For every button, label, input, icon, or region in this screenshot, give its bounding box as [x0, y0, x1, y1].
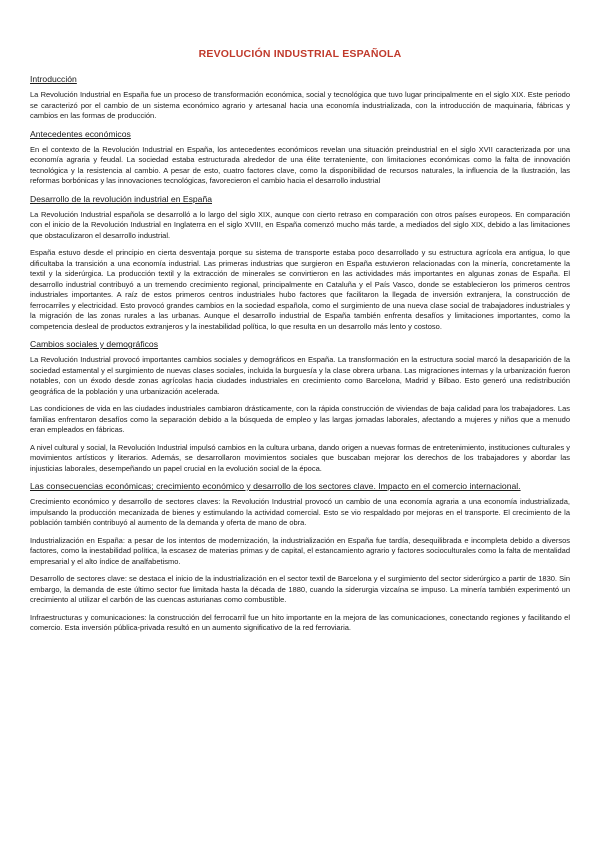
paragraph: Las condiciones de vida en las ciudades industriales cambiaron drásticamente, con la rápida construcción de viviendas de baja calidad para los trabajadores. Las familias enfrentaron desafíos como la separación debido a la búsqueda de empleo y las largas jornadas laborales, afectando a mujeres y niños que a menudo eran empleados en fábricas. [30, 404, 570, 434]
paragraph: Infraestructuras y comunicaciones: la construcción del ferrocarril fue un hito importante en la mejora de las comunicaciones, conectando regiones y facilitando el comercio. Esta inversión pública-privada resultó en un aumento significativo de la red ferroviaria. [30, 612, 570, 632]
section-consecuencias-economicas [30, 481, 570, 634]
section-heading: Introducción [30, 74, 77, 84]
section-heading: Antecedentes económicos [30, 128, 131, 139]
paragraph: Desarrollo de sectores clave: se destaca el inicio de la industrialización en el sector textil de Barcelona y el surgimiento del sector siderúrgico a partir de 1830. Sin embargo, la demanda de este último sector fue limitada hasta la década de 1880, cuando la siderurgia vizcaína se impuso. La minería también experimentó un crecimiento al utilizar el carbón de las cuencas asturianas como combustible. [30, 574, 570, 604]
paragraph: En el contexto de la Revolución Industrial en España, los antecedentes económicos revelan una situación preindustrial en el siglo XVII caracterizada por una economía agraria y feudal. La sociedad estaba estructurada alrededor de una élite terrateniente, con limitaciones económicas como la falta de innovación tecnológica y la resistencia al cambio. A pesar de esto, cuatro factores clave, como la disponibilidad de recursos naturales, la influencia de la Ilustración, las reformas borbónicas y las innovaciones tecnológicas, favorecieron el cambio hacia el desarrollo industrial [30, 144, 570, 185]
section-desarrollo [30, 194, 570, 333]
section-heading: Cambios sociales y demográficos [30, 339, 159, 349]
section-introduccion [30, 74, 570, 122]
paragraph: La Revolución Industrial española se desarrolló a lo largo del siglo XIX, aunque con cierto retraso en comparación con otros países europeos. En comparación con el inicio de la Revolución Industrial en Inglaterra en el siglo XVIII, en España comenzó mucho más tarde, a mediados del siglo XIX, debido a las limitaciones que obstaculizaron el desarrollo industrial. [30, 209, 570, 240]
paragraph: Industrialización en España: a pesar de los intentos de modernización, la industrialización en España fue tardía, desequilibrada e incompleta debido a diversos factores, como la inestabilidad política, la escasez de materias primas y de capital, el estancamiento agrario y factores socioculturales como la falta de mentalidad empresarial y el alto índice de analfabetismo. [30, 535, 570, 566]
section-heading: Las consecuencias económicas; crecimiento económico y desarrollo de los sectores clave. Impacto en el comercio internacional. [30, 481, 521, 491]
paragraph: La Revolución Industrial provocó importantes cambios sociales y demográficos en España. La transformación en la estructura social marcó la desaparición de la sociedad estamental y el surgimiento de nuevas clases sociales, incluida la burguesía y la clase obrera urbana. Las migraciones internas y la urbanización fueron notables, con un éxodo desde zonas agrícolas hacia ciudades industriales en crecimiento como Barcelona, Madrid y Bilbao. Esto generó una redistribución geográfica de la población y una urbanización acelerada. [30, 355, 570, 396]
paragraph: La Revolución Industrial en España fue un proceso de transformación económica, social y tecnológica que tuvo lugar principalmente en el siglo XIX. Este periodo se caracterizó por el cambio de un sistema económico agrario y artesanal hacia una economía industrializada, con la introducción de maquinaria, fábricas y cambios en las formas de producción. [30, 90, 570, 120]
section-heading: Desarrollo de la revolución industrial en España [30, 193, 213, 204]
paragraph: España estuvo desde el principio en cierta desventaja porque su sistema de transporte estaba poco desarrollado y su estructura agrícola era antigua, lo que dificultaba la transición a una economía industrial. Las primeras industrias que surgieron en España estuvieron relacionadas con la minería, concretamente la textil y la siderúrgica. La producción textil y la extracción de minerales se convirtieron en las actividades más importantes en algunas zonas de España. El desarrollo industrial contribuyó a un tremendo crecimiento regional, principalmente en Cataluña y el País Vasco, donde se establecieron los primeros centros industriales importantes. A raíz de estos primeros centros industriales hubo factores que facilitaron la llegada de inversión extranjera, la construcción de ferrocarriles y electricidad. Esto provocó grandes cambios en la sociedad española, como el surgimiento de una nueva clase social de trabajadores industriales y la migración de las zonas rurales a las urbanas. Aunque el desarrollo industrial de España también enfrenta desafíos y limitaciones importantes, como la competencia desleal de productos extranjeros y la inestabilidad política, lo que resulta en un desarrollo más lento y costoso. [30, 248, 570, 331]
section-antecedentes [30, 129, 570, 187]
paragraph: A nivel cultural y social, la Revolución Industrial impulsó cambios en la cultura urbana, dando origen a nuevas formas de entretenimiento, instituciones culturales y movimientos artísticos y literarios. Además, se desarrollaron movimientos sociales que buscaban mejorar los derechos de los trabajadores y abordar las injusticias laborales, desempeñando un papel crucial en la evolución social de la época. [30, 442, 570, 473]
document-title: REVOLUCIÓN INDUSTRIAL ESPAÑOLA [198, 48, 402, 60]
paragraph: Crecimiento económico y desarrollo de sectores claves: la Revolución Industrial provocó un cambio de una economía agraria a una economía industrializada, impulsando la producción mecanizada de bienes y estimulando la actividad comercial. Esto se vio respaldado por mejoras en el transporte. El crecimiento de la población también contribuyó al aumento de la demanda y oferta de mano de obra. [30, 497, 570, 527]
section-cambios-sociales [30, 339, 570, 474]
